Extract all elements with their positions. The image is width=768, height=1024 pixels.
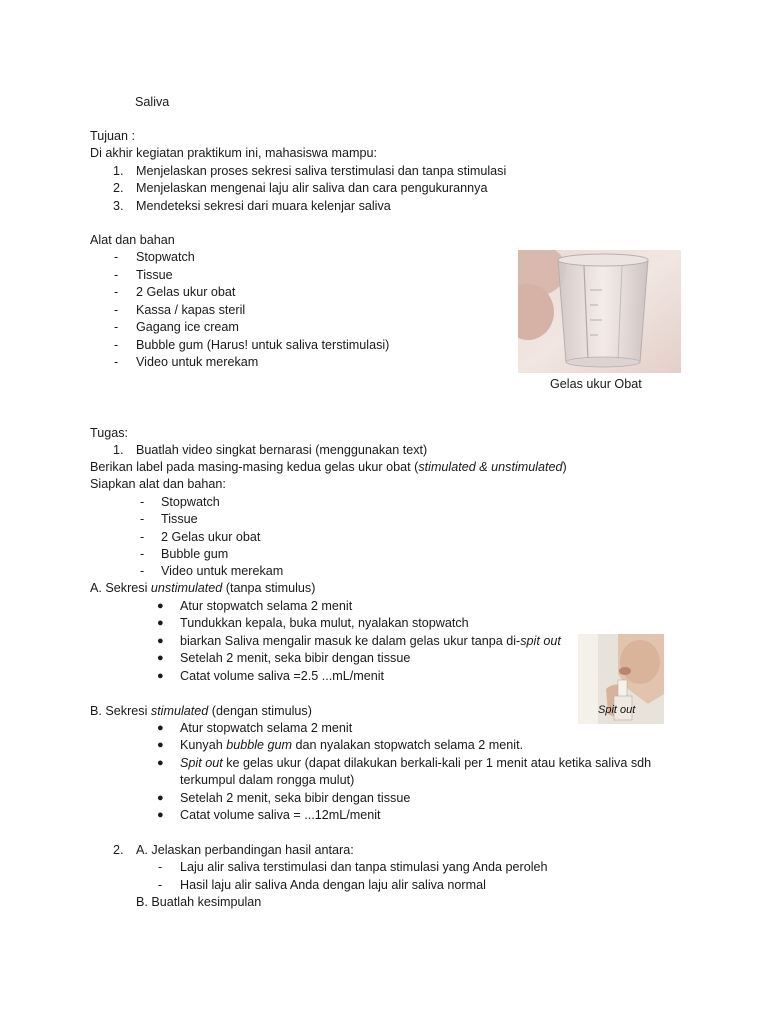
list-number: 3. <box>113 199 124 213</box>
list-bullet: - <box>140 530 145 544</box>
list-item: Atur stopwatch selama 2 menit <box>180 599 353 613</box>
list-bullet: - <box>114 285 119 299</box>
item2-part-a: A. Jelaskan perbandingan hasil antara: <box>136 843 354 857</box>
list-item: Setelah 2 menit, seka bibir dengan tissue <box>180 651 411 665</box>
list-item: Kassa / kapas steril <box>136 303 246 317</box>
list-item: Bubble gum (Harus! untuk saliva terstimulasi) <box>136 338 390 352</box>
list-item: Mendeteksi sekresi dari muara kelenjar saliva <box>136 199 391 213</box>
list-bullet: ● <box>157 652 164 664</box>
spit-out-photo <box>578 634 664 724</box>
list-bullet: ● <box>157 792 164 804</box>
list-bullet: ● <box>157 635 164 647</box>
list-bullet: - <box>114 250 119 264</box>
list-number: 1. <box>113 443 124 457</box>
list-bullet: ● <box>157 739 164 751</box>
list-item: biarkan Saliva mengalir masuk ke dalam gelas ukur tanpa di-spit out <box>180 634 561 648</box>
list-bullet: - <box>140 547 145 561</box>
measuring-cup-photo <box>518 250 681 373</box>
list-bullet: ● <box>157 757 164 769</box>
list-number: 2. <box>113 843 124 857</box>
list-bullet: - <box>114 355 119 369</box>
list-item: Stopwatch <box>136 250 195 264</box>
list-item: Atur stopwatch selama 2 menit <box>180 721 353 735</box>
list-item: Stopwatch <box>161 495 220 509</box>
list-bullet: - <box>158 878 163 892</box>
list-item: Video untuk merekam <box>136 355 259 369</box>
item2-part-b: B. Buatlah kesimpulan <box>136 895 262 909</box>
list-number: 1. <box>113 164 124 178</box>
list-bullet: ● <box>157 670 164 682</box>
list-item: Catat volume saliva =2.5 ...mL/menit <box>180 669 385 683</box>
list-item: Bubble gum <box>161 547 229 561</box>
list-bullet: ● <box>157 600 164 612</box>
list-item: Setelah 2 menit, seka bibir dengan tissue <box>180 791 411 805</box>
list-item: 2 Gelas ukur obat <box>136 285 236 299</box>
page-title: Saliva <box>135 95 170 109</box>
label-instruction: Berikan label pada masing-masing kedua gelas ukur obat (stimulated & unstimulated) <box>90 460 567 474</box>
list-item: Hasil laju alir saliva Anda dengan laju alir saliva normal <box>180 878 486 892</box>
figure-caption: Spit out <box>598 704 636 716</box>
list-item: Video untuk merekam <box>161 564 284 578</box>
list-bullet: - <box>114 320 119 334</box>
list-bullet: ● <box>157 809 164 821</box>
list-item-continuation: terkumpul dalam rongga mulut) <box>180 773 355 787</box>
section-a-heading: A. Sekresi unstimulated (tanpa stimulus) <box>90 581 316 595</box>
list-item: Tundukkan kepala, buka mulut, nyalakan stopwatch <box>180 616 469 630</box>
list-item: 2 Gelas ukur obat <box>161 530 261 544</box>
list-item: Laju alir saliva terstimulasi dan tanpa stimulasi yang Anda peroleh <box>180 860 548 874</box>
list-item: Menjelaskan mengenai laju alir saliva dan cara pengukurannya <box>136 181 488 195</box>
list-bullet: - <box>140 495 145 509</box>
list-bullet: - <box>140 564 145 578</box>
tujuan-heading: Tujuan : <box>90 129 136 143</box>
list-item: Tissue <box>161 512 198 526</box>
figure-caption: Gelas ukur Obat <box>550 377 642 391</box>
siapkan-heading: Siapkan alat dan bahan: <box>90 477 226 491</box>
list-item: Menjelaskan proses sekresi saliva terstimulasi dan tanpa stimulasi <box>136 164 507 178</box>
list-bullet: - <box>114 268 119 282</box>
list-item: Spit out ke gelas ukur (dapat dilakukan berkali-kali per 1 menit atau ketika saliva sdh <box>180 756 652 770</box>
list-bullet: - <box>114 338 119 352</box>
list-bullet: ● <box>157 617 164 629</box>
list-bullet: - <box>158 860 163 874</box>
alat-heading: Alat dan bahan <box>90 233 175 247</box>
tugas-heading: Tugas: <box>90 426 129 440</box>
list-item: Gagang ice cream <box>136 320 239 334</box>
tugas-item-1: Buatlah video singkat bernarasi (menggunakan text) <box>136 443 428 457</box>
section-b-heading: B. Sekresi stimulated (dengan stimulus) <box>90 704 312 718</box>
list-item: Catat volume saliva = ...12mL/menit <box>180 808 381 822</box>
list-item: Kunyah bubble gum dan nyalakan stopwatch selama 2 menit. <box>180 738 524 752</box>
list-item: Tissue <box>136 268 173 282</box>
tujuan-intro: Di akhir kegiatan praktikum ini, mahasiswa mampu: <box>90 146 377 160</box>
list-bullet: ● <box>157 722 164 734</box>
list-bullet: - <box>140 512 145 526</box>
list-bullet: - <box>114 303 119 317</box>
list-number: 2. <box>113 181 124 195</box>
